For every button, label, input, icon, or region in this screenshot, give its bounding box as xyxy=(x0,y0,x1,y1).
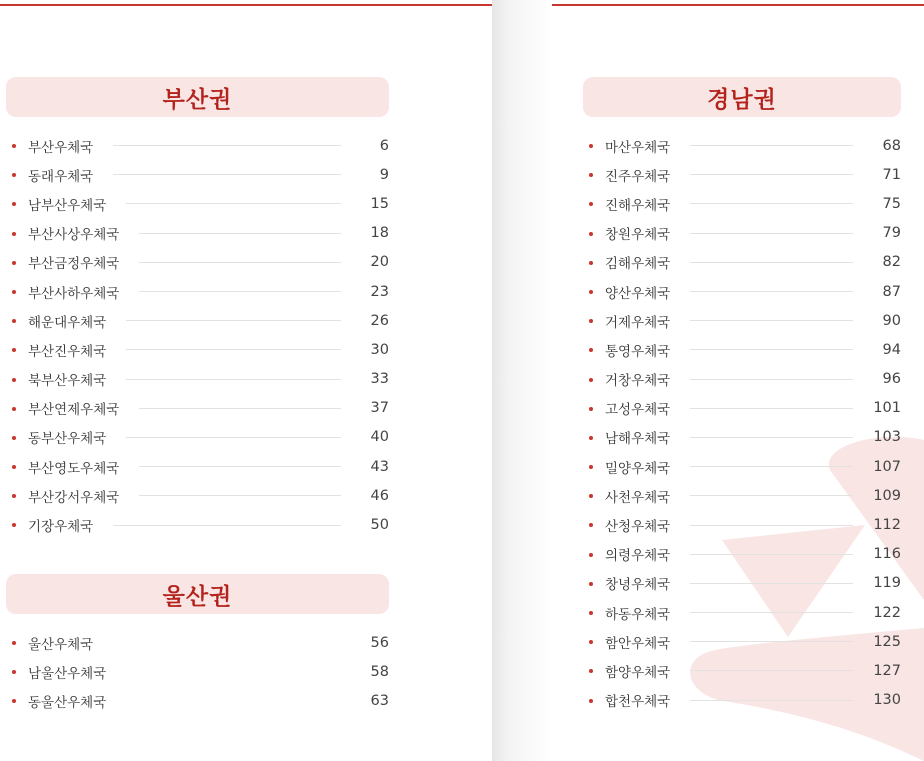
bullet-icon xyxy=(589,553,593,557)
toc-item-page: 112 xyxy=(873,517,901,534)
toc-item-page: 50 xyxy=(370,517,389,534)
bullet-icon xyxy=(589,144,593,148)
leader-line xyxy=(690,700,853,701)
toc-item-page: 9 xyxy=(379,166,389,183)
toc-item-name: 남울산우체국 xyxy=(28,665,107,682)
toc-item-name: 창녕우체국 xyxy=(605,577,671,594)
toc-item[interactable] xyxy=(583,248,901,277)
bullet-icon xyxy=(589,173,593,177)
toc-item-name: 밀양우체국 xyxy=(605,460,671,477)
toc-item-name: 마산우체국 xyxy=(605,139,671,156)
bullet-icon xyxy=(589,202,593,206)
toc-item-page: 58 xyxy=(370,663,389,680)
toc-item[interactable] xyxy=(6,131,389,160)
toc-item[interactable] xyxy=(6,481,389,510)
section-title: 경남권 xyxy=(707,86,777,113)
toc-item-page: 94 xyxy=(882,341,901,358)
bullet-icon xyxy=(589,436,593,440)
toc-item-name: 부산강서우체국 xyxy=(28,489,120,506)
leader-line xyxy=(690,174,853,175)
toc-item-page: 33 xyxy=(370,371,389,388)
bullet-icon xyxy=(12,699,16,703)
toc-item-name: 해운대우체국 xyxy=(28,314,107,331)
toc-item[interactable] xyxy=(6,423,389,452)
bullet-icon xyxy=(589,523,593,527)
toc-item-page: 40 xyxy=(370,429,389,446)
toc-item[interactable] xyxy=(6,277,389,306)
bullet-icon xyxy=(12,494,16,498)
bullet-icon xyxy=(12,173,16,177)
toc-item-page: 130 xyxy=(873,692,901,709)
leader-line xyxy=(126,320,341,321)
toc-item[interactable] xyxy=(583,540,901,569)
toc-item-page: 75 xyxy=(882,195,901,212)
toc-item-page: 26 xyxy=(370,312,389,329)
toc-item[interactable] xyxy=(583,394,901,423)
bullet-icon xyxy=(12,407,16,411)
bullet-icon xyxy=(12,670,16,674)
toc-item-name: 하동우체국 xyxy=(605,606,671,623)
toc-item[interactable] xyxy=(583,656,901,685)
toc-item-name: 부산영도우체국 xyxy=(28,460,120,477)
toc-item-name: 북부산우체국 xyxy=(28,373,107,390)
toc-list xyxy=(6,131,389,540)
toc-item-name: 함양우체국 xyxy=(605,664,671,681)
bullet-icon xyxy=(589,378,593,382)
toc-item[interactable] xyxy=(6,394,389,423)
toc-item-page: 125 xyxy=(873,633,901,650)
toc-item-page: 103 xyxy=(873,429,901,446)
leader-line xyxy=(139,291,341,292)
toc-item-name: 양산우체국 xyxy=(605,285,671,302)
bullet-icon xyxy=(12,641,16,645)
bullet-icon xyxy=(12,144,16,148)
leader-line xyxy=(690,145,853,146)
toc-item-name: 사천우체국 xyxy=(605,489,671,506)
toc-item-page: 43 xyxy=(370,458,389,475)
toc-item-page: 79 xyxy=(882,225,901,242)
toc-item[interactable] xyxy=(583,277,901,306)
toc-item[interactable] xyxy=(583,160,901,189)
toc-item[interactable] xyxy=(6,219,389,248)
toc-item-name: 남해우체국 xyxy=(605,431,671,448)
toc-item-page: 71 xyxy=(882,166,901,183)
leader-line xyxy=(690,203,853,204)
leader-line xyxy=(690,554,853,555)
toc-item[interactable] xyxy=(583,189,901,218)
bullet-icon xyxy=(12,348,16,352)
toc-item-page: 87 xyxy=(882,283,901,300)
toc-item-page: 63 xyxy=(370,692,389,709)
section-title: 부산권 xyxy=(162,86,233,113)
leader-line xyxy=(690,612,853,613)
toc-item-page: 18 xyxy=(370,225,389,242)
bullet-icon xyxy=(12,436,16,440)
toc-item-page: 122 xyxy=(873,604,901,621)
toc-item-name: 함안우체국 xyxy=(605,635,671,652)
toc-item-name: 의령우체국 xyxy=(605,548,671,565)
leader-line xyxy=(690,320,853,321)
toc-item[interactable] xyxy=(6,306,389,335)
toc-item[interactable] xyxy=(583,598,901,627)
leader-line xyxy=(139,466,341,467)
toc-item-name: 거창우체국 xyxy=(605,373,671,390)
bullet-icon xyxy=(589,669,593,673)
toc-item[interactable] xyxy=(6,160,389,189)
toc-item[interactable] xyxy=(583,627,901,656)
leader-line xyxy=(139,262,341,263)
section-busan xyxy=(6,77,389,540)
toc-item-name: 김해우체국 xyxy=(605,256,671,273)
toc-item-name: 합천우체국 xyxy=(605,694,671,711)
toc-item-page: 37 xyxy=(370,400,389,417)
toc-item-page: 23 xyxy=(370,283,389,300)
bullet-icon xyxy=(589,407,593,411)
section-header xyxy=(6,574,389,614)
leader-line xyxy=(690,349,853,350)
toc-item[interactable] xyxy=(583,365,901,394)
toc-item[interactable] xyxy=(583,452,901,481)
toc-item-page: 107 xyxy=(873,458,901,475)
bullet-icon xyxy=(589,582,593,586)
toc-item-name: 산청우체국 xyxy=(605,519,671,536)
toc-item-name: 진주우체국 xyxy=(605,168,671,185)
toc-item-name: 부산우체국 xyxy=(28,139,94,156)
leader-line xyxy=(126,700,341,701)
toc-item-name: 기장우체국 xyxy=(28,519,94,536)
leader-line xyxy=(690,670,853,671)
toc-item[interactable] xyxy=(6,628,389,657)
toc-item-name: 진해우체국 xyxy=(605,197,671,214)
leader-line xyxy=(126,437,341,438)
toc-list xyxy=(6,628,389,716)
toc-item[interactable] xyxy=(6,189,389,218)
toc-item[interactable] xyxy=(583,423,901,452)
toc-item[interactable] xyxy=(583,481,901,510)
bullet-icon xyxy=(589,465,593,469)
toc-item-name: 동울산우체국 xyxy=(28,694,107,711)
leader-line xyxy=(690,525,853,526)
toc-item-page: 15 xyxy=(370,195,389,212)
toc-item[interactable] xyxy=(583,306,901,335)
toc-item-name: 거제우체국 xyxy=(605,314,671,331)
bullet-icon xyxy=(589,290,593,294)
section-header xyxy=(583,77,901,117)
toc-item[interactable] xyxy=(6,686,389,715)
toc-item[interactable] xyxy=(583,335,901,364)
toc-item-page: 96 xyxy=(882,371,901,388)
bullet-icon xyxy=(589,348,593,352)
toc-item-name: 동래우체국 xyxy=(28,168,94,185)
leader-line xyxy=(690,583,853,584)
toc-item-page: 82 xyxy=(882,254,901,271)
toc-item[interactable] xyxy=(6,452,389,481)
toc-item-name: 부산사상우체국 xyxy=(28,227,120,244)
section-gyeongnam xyxy=(583,77,901,715)
bullet-icon xyxy=(12,378,16,382)
bullet-icon xyxy=(12,232,16,236)
toc-item[interactable] xyxy=(6,510,389,539)
toc-item-name: 부산진우체국 xyxy=(28,343,107,360)
toc-item-page: 30 xyxy=(370,341,389,358)
bullet-icon xyxy=(589,232,593,236)
bullet-icon xyxy=(12,261,16,265)
toc-item-page: 90 xyxy=(882,312,901,329)
toc-item-page: 119 xyxy=(873,575,901,592)
toc-item-name: 동부산우체국 xyxy=(28,431,107,448)
leader-line xyxy=(139,495,341,496)
section-header xyxy=(6,77,389,117)
toc-item[interactable] xyxy=(6,335,389,364)
toc-item[interactable] xyxy=(583,131,901,160)
section-title: 울산권 xyxy=(162,583,233,610)
toc-item-page: 6 xyxy=(379,137,389,154)
bullet-icon xyxy=(12,319,16,323)
toc-list xyxy=(583,131,901,715)
toc-item-name: 부산사하우체국 xyxy=(28,285,120,302)
leader-line xyxy=(690,262,853,263)
bullet-icon xyxy=(12,290,16,294)
leader-line xyxy=(690,291,853,292)
leader-line xyxy=(126,379,341,380)
leader-line xyxy=(690,466,853,467)
section-ulsan xyxy=(6,574,389,716)
toc-item-page: 56 xyxy=(370,634,389,651)
toc-item-page: 127 xyxy=(873,662,901,679)
toc-item[interactable] xyxy=(583,569,901,598)
toc-item-name: 창원우체국 xyxy=(605,227,671,244)
toc-item-page: 101 xyxy=(873,400,901,417)
bullet-icon xyxy=(589,699,593,703)
bullet-icon xyxy=(12,465,16,469)
toc-item[interactable] xyxy=(583,686,901,715)
leader-line xyxy=(690,408,853,409)
toc-item[interactable] xyxy=(6,248,389,277)
toc-item-page: 20 xyxy=(370,254,389,271)
toc-item[interactable] xyxy=(6,365,389,394)
toc-item-page: 109 xyxy=(873,487,901,504)
toc-item-page: 46 xyxy=(370,487,389,504)
bullet-icon xyxy=(589,319,593,323)
toc-item-name: 부산연제우체국 xyxy=(28,402,120,419)
leader-line xyxy=(690,641,853,642)
toc-item-page: 116 xyxy=(873,546,901,563)
bullet-icon xyxy=(589,640,593,644)
leader-line xyxy=(126,203,341,204)
toc-item-name: 고성우체국 xyxy=(605,402,671,419)
leader-line xyxy=(690,495,853,496)
leader-line xyxy=(139,408,341,409)
leader-line xyxy=(113,174,341,175)
toc-item-name: 울산우체국 xyxy=(28,636,94,653)
leader-line xyxy=(139,233,341,234)
bullet-icon xyxy=(589,611,593,615)
toc-item-name: 부산금정우체국 xyxy=(28,256,120,273)
leader-line xyxy=(113,145,341,146)
toc-item[interactable] xyxy=(6,657,389,686)
toc-item-name: 남부산우체국 xyxy=(28,197,107,214)
leader-line xyxy=(113,642,341,643)
toc-item-page: 68 xyxy=(882,137,901,154)
leader-line xyxy=(690,437,853,438)
toc-item[interactable] xyxy=(583,219,901,248)
bullet-icon xyxy=(589,494,593,498)
toc-item-name: 통영우체국 xyxy=(605,343,671,360)
bullet-icon xyxy=(589,261,593,265)
bullet-icon xyxy=(12,202,16,206)
bullet-icon xyxy=(12,523,16,527)
leader-line xyxy=(126,349,341,350)
leader-line xyxy=(690,379,853,380)
leader-line xyxy=(126,671,341,672)
leader-line xyxy=(113,525,341,526)
leader-line xyxy=(690,233,853,234)
toc-item[interactable] xyxy=(583,510,901,539)
